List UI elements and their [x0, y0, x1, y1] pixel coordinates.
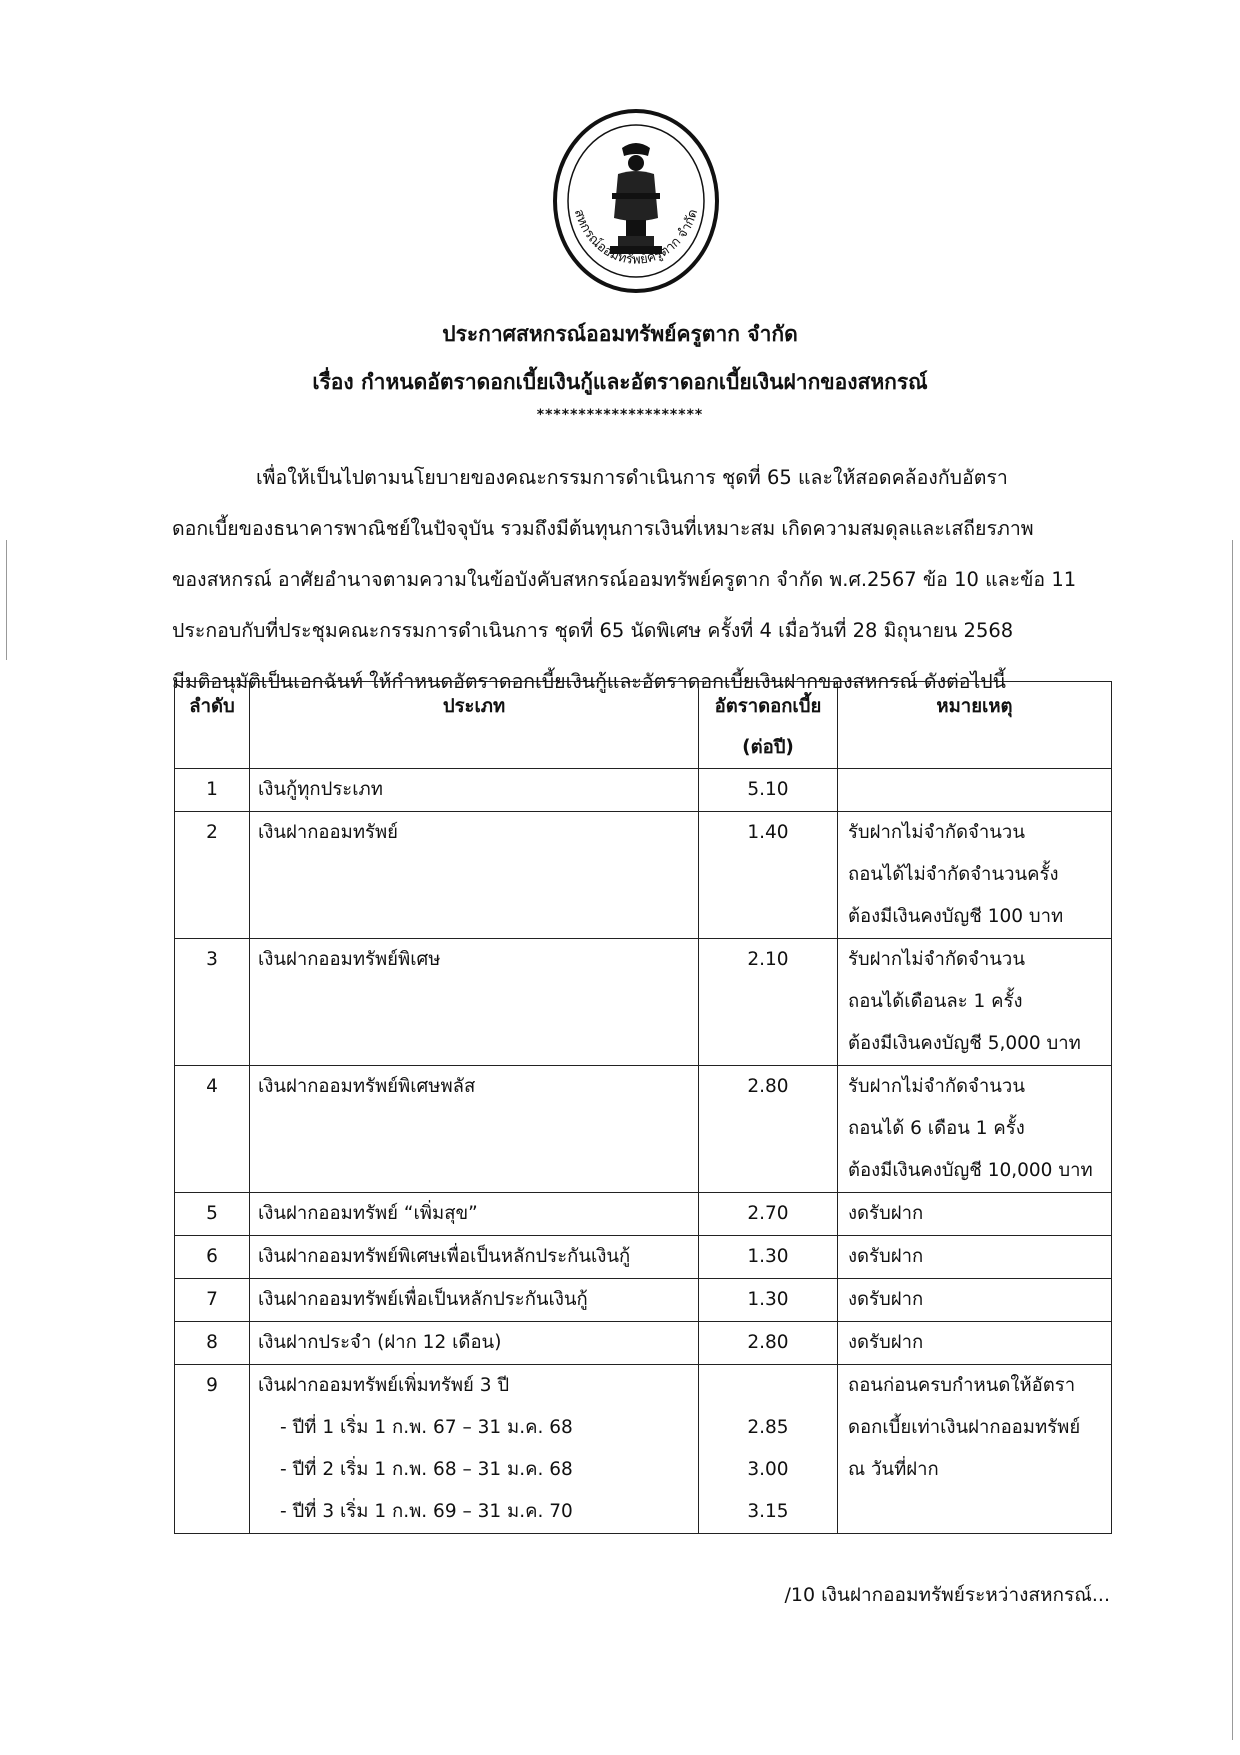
body-paragraph: [172, 452, 1112, 707]
row-note: [838, 1066, 1112, 1193]
row-type: [250, 939, 699, 1066]
row-rate-line: 1.30: [747, 1289, 789, 1310]
row-note-line: [848, 1491, 1111, 1533]
row-type-line: เงินฝากออมทรัพย์เพิ่มทรัพย์ 3 ปี: [258, 1375, 510, 1396]
row-type-line: เงินฝากออมทรัพย์พิเศษเพื่อเป็นหลักประกันเงินกู้: [258, 1246, 631, 1267]
row-type-line: [258, 981, 698, 1023]
body-line: เพื่อให้เป็นไปตามนโยบายของคณะกรรมการดำเนินการ ชุดที่ 65 และให้สอดคล้องกับอัตรา: [256, 466, 1008, 489]
scan-edge-left: [6, 540, 7, 660]
table-row: [175, 939, 1112, 1066]
row-no-value: 6: [206, 1246, 218, 1267]
row-note-line: ต้องมีเงินคงบัญชี 100 บาท: [848, 906, 1064, 927]
row-type: [250, 769, 699, 812]
row-rate: [699, 1066, 838, 1193]
table-row: [175, 1322, 1112, 1365]
row-note-line: ถอนได้เดือนละ 1 ครั้ง: [848, 991, 1023, 1012]
row-no-value: 7: [206, 1289, 218, 1310]
body-line: ของสหกรณ์ อาศัยอำนาจตามความในข้อบังคับสหกรณ์ออมทรัพย์ครูตาก จำกัด พ.ศ.2567 ข้อ 10 และข้อ 11: [172, 568, 1077, 591]
row-note-line: ต้องมีเงินคงบัญชี 5,000 บาท: [848, 1033, 1081, 1054]
row-type-line: เงินฝากออมทรัพย์ “เพิ่มสุข”: [258, 1203, 478, 1224]
row-rate-line: [699, 981, 837, 1023]
row-no: [175, 1279, 250, 1322]
interest-rate-table: [174, 681, 1112, 1534]
row-rate-line: 2.80: [747, 1076, 789, 1097]
table-row: [175, 1365, 1112, 1534]
row-note-line: งดรับฝาก: [848, 1246, 924, 1267]
row-no-value: 1: [206, 779, 218, 800]
row-rate-line: 3.15: [747, 1501, 789, 1522]
row-rate: [699, 812, 838, 939]
row-note: [838, 939, 1112, 1066]
row-no: [175, 769, 250, 812]
row-no-value: 2: [206, 822, 218, 843]
row-rate-line: [699, 1150, 837, 1192]
row-no: [175, 1193, 250, 1236]
announcement-subject: เรื่อง กำหนดอัตราดอกเบี้ยเงินกู้และอัตราดอกเบี้ยเงินฝากของสหกรณ์: [312, 370, 928, 394]
row-type: [250, 1279, 699, 1322]
row-note: [838, 1236, 1112, 1279]
row-type-line: เงินฝากออมทรัพย์พิเศษพลัส: [258, 1076, 476, 1097]
continuation-note: /10 เงินฝากออมทรัพย์ระหว่างสหกรณ์...: [784, 1584, 1110, 1606]
row-type-line: [258, 854, 698, 896]
row-type-line: เงินกู้ทุกประเภท: [258, 779, 383, 800]
row-note-line: ณ วันที่ฝาก: [848, 1459, 939, 1480]
body-line: มีมติอนุมัติเป็นเอกฉันท์ ให้กำหนดอัตราดอกเบี้ยเงินกู้และอัตราดอกเบี้ยเงินฝากของสหกรณ์ ดังต่อไปนี้: [172, 670, 1007, 693]
row-rate-line: [699, 1365, 837, 1407]
table-header-row: [175, 682, 1112, 769]
row-type: [250, 1365, 699, 1534]
row-rate-line: 3.00: [747, 1459, 789, 1480]
row-note: [838, 1193, 1112, 1236]
row-type: [250, 1193, 699, 1236]
row-rate-line: 2.70: [747, 1203, 789, 1224]
scan-edge-right: [1232, 540, 1233, 1740]
row-no: [175, 812, 250, 939]
body-line: ดอกเบี้ยของธนาคารพาณิชย์ในปัจจุบัน รวมถึงมีต้นทุนการเงินที่เหมาะสม เกิดความสมดุลและเสถียรภาพ: [172, 517, 1034, 540]
table-row: [175, 1066, 1112, 1193]
row-rate-line: 1.40: [747, 822, 789, 843]
row-no-value: 3: [206, 949, 218, 970]
row-rate-line: 2.80: [747, 1332, 789, 1353]
row-rate: [699, 1236, 838, 1279]
row-rate: [699, 1365, 838, 1534]
row-no: [175, 1236, 250, 1279]
row-note-line: ต้องมีเงินคงบัญชี 10,000 บาท: [848, 1160, 1093, 1181]
row-note: [838, 812, 1112, 939]
row-note-line: รับฝากไม่จำกัดจำนวน: [848, 822, 1025, 843]
row-type: [250, 1322, 699, 1365]
row-no: [175, 1066, 250, 1193]
header-no: ลำดับ: [175, 682, 250, 769]
row-type-line: เงินฝากประจำ (ฝาก 12 เดือน): [258, 1332, 502, 1353]
row-rate-line: [699, 854, 837, 896]
row-type-line: [258, 1023, 698, 1065]
row-type: [250, 812, 699, 939]
row-note-line: งดรับฝาก: [848, 1289, 924, 1310]
row-type-line: เงินฝากออมทรัพย์พิเศษ: [258, 949, 441, 970]
row-rate-line: 5.10: [747, 779, 789, 800]
row-type-line: - ปีที่ 2 เริ่ม 1 ก.พ. 68 – 31 ม.ค. 68: [280, 1459, 573, 1480]
row-note: [838, 1365, 1112, 1534]
row-note-line: [848, 769, 1111, 811]
row-rate: [699, 1279, 838, 1322]
row-note-line: ถอนได้ 6 เดือน 1 ครั้ง: [848, 1118, 1025, 1139]
row-type-line: เงินฝากออมทรัพย์เพื่อเป็นหลักประกันเงินกู้: [258, 1289, 588, 1310]
row-note-line: ถอนก่อนครบกำหนดให้อัตรา: [848, 1375, 1076, 1396]
row-note: [838, 1322, 1112, 1365]
row-type-line: - ปีที่ 1 เริ่ม 1 ก.พ. 67 – 31 ม.ค. 68: [280, 1417, 573, 1438]
row-type-line: เงินฝากออมทรัพย์: [258, 822, 399, 843]
table-row: [175, 1236, 1112, 1279]
announcement-title: ประกาศสหกรณ์ออมทรัพย์ครูตาก จำกัด: [442, 322, 798, 346]
cooperative-seal-logo: [552, 108, 720, 298]
row-no-value: 9: [206, 1375, 218, 1396]
row-rate: [699, 769, 838, 812]
row-no-value: 4: [206, 1076, 218, 1097]
header-note: หมายเหตุ: [838, 682, 1112, 769]
row-note-line: งดรับฝาก: [848, 1203, 924, 1224]
row-note: [838, 769, 1112, 812]
table-row: [175, 812, 1112, 939]
title-separator: ********************: [536, 407, 704, 423]
svg-text:สหกรณ์ออมทรัพย์ครูตาก จำกัด: สหกรณ์ออมทรัพย์ครูตาก จำกัด: [570, 207, 702, 268]
body-line: ประกอบกับที่ประชุมคณะกรรมการดำเนินการ ชุดที่ 65 นัดพิเศษ ครั้งที่ 4 เมื่อวันที่ 28 มิถุนายน 2568: [172, 619, 1014, 642]
table-row: [175, 769, 1112, 812]
row-note-line: งดรับฝาก: [848, 1332, 924, 1353]
table-body: [175, 769, 1112, 1534]
row-note-line: รับฝากไม่จำกัดจำนวน: [848, 1076, 1025, 1097]
table-row: [175, 1193, 1112, 1236]
row-type-line: [258, 896, 698, 938]
row-rate-line: [699, 1023, 837, 1065]
row-type-line: - ปีที่ 3 เริ่ม 1 ก.พ. 69 – 31 ม.ค. 70: [280, 1501, 573, 1522]
row-note-line: รับฝากไม่จำกัดจำนวน: [848, 949, 1025, 970]
row-type: [250, 1066, 699, 1193]
row-no-value: 8: [206, 1332, 218, 1353]
row-no: [175, 1365, 250, 1534]
row-type-line: [258, 1150, 698, 1192]
row-rate: [699, 1322, 838, 1365]
row-rate: [699, 1193, 838, 1236]
row-no: [175, 939, 250, 1066]
row-rate-line: [699, 896, 837, 938]
header-type: ประเภท: [250, 682, 699, 769]
row-note: [838, 1279, 1112, 1322]
row-rate-line: [699, 1108, 837, 1150]
header-rate: [699, 682, 838, 769]
row-rate-line: 2.85: [747, 1417, 789, 1438]
row-no: [175, 1322, 250, 1365]
row-note-line: ดอกเบี้ยเท่าเงินฝากออมทรัพย์: [848, 1417, 1081, 1438]
header-rate-line1: อัตราดอกเบี้ย: [714, 696, 822, 717]
row-rate: [699, 939, 838, 1066]
row-no-value: 5: [206, 1203, 218, 1224]
row-rate-line: 1.30: [747, 1246, 789, 1267]
row-rate-line: 2.10: [747, 949, 789, 970]
row-type: [250, 1236, 699, 1279]
row-type-line: [258, 1108, 698, 1150]
row-note-line: ถอนได้ไม่จำกัดจำนวนครั้ง: [848, 864, 1059, 885]
header-rate-line2: (ต่อปี): [742, 737, 794, 758]
table-row: [175, 1279, 1112, 1322]
